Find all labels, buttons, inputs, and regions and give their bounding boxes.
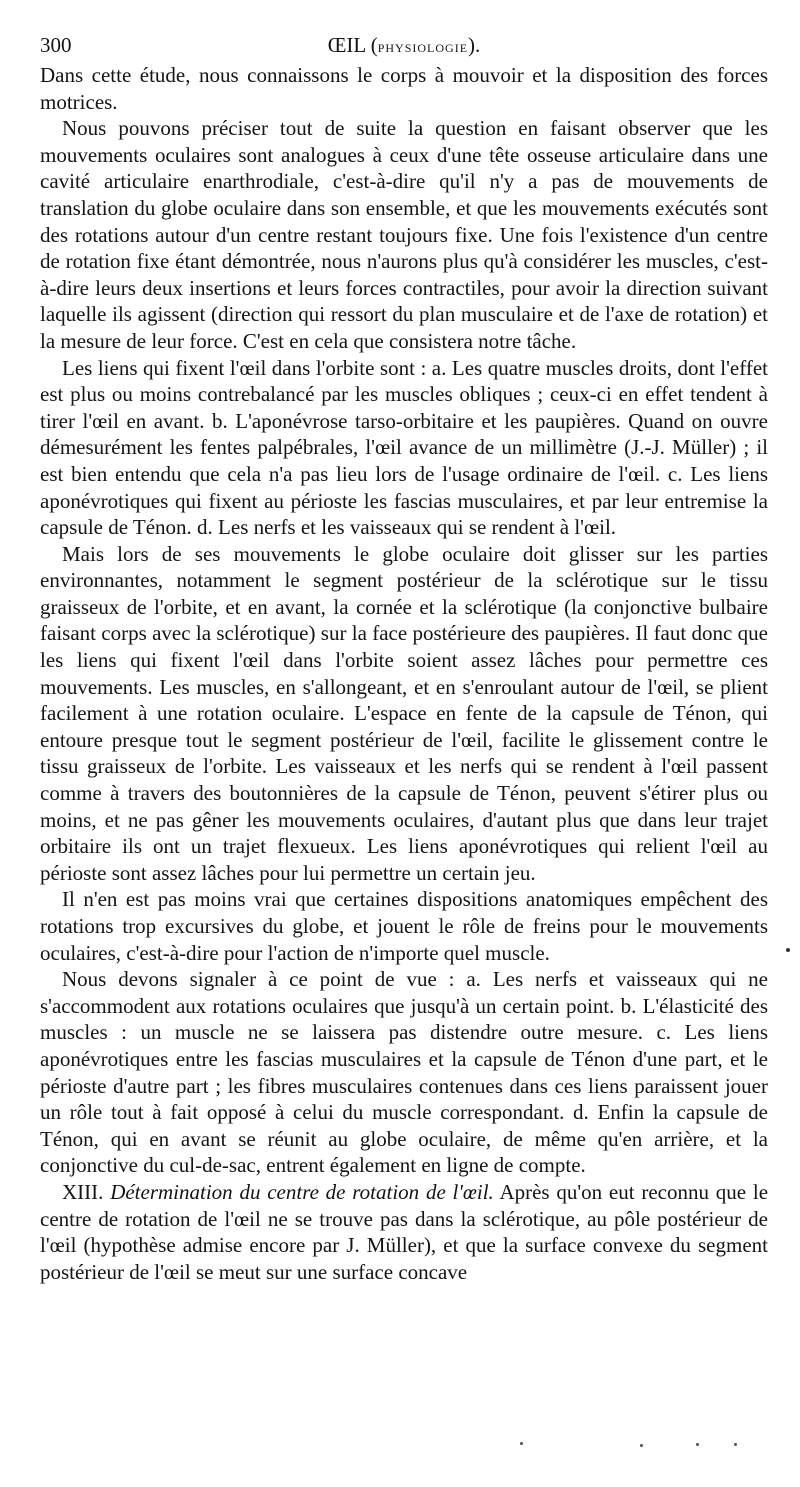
running-title-open: ( [370,33,378,57]
body-text [40,62,768,1285]
paragraph-6: Nous devons signaler à ce point de vue : a. Les nerfs et vaisseaux qui ne s'accommodent aux rotations oculaires que jusqu'à un certain point. b. L'élasticité des muscles : un muscle ne se laissera pas distendre outre mesure. c. Les liens aponévrotiques entre les fascias musculaires et la capsule de Ténon d'une part, et le périoste d'autre part ; les fibres musculaires contenues dans ces liens paraissent jouer un rôle tout à fait opposé à celui du muscle correspondant. d. Enfin la capsule de Ténon, qui en avant se réunit au globe oculaire, de même qu'en arrière, et la conjonctive du cul-de-sac, entrent également en ligne de compte. [40,967,768,1178]
footer-specks [520,1440,760,1450]
paragraph-5: Il n'en est pas moins vrai que certaines dispositions anatomiques empêchent des rotations trop excursives du globe, et jouent le rôle de freins pour le mouvements oculaires, c'est-à-dire pour l'action de n'importe quel muscle. [40,887,768,965]
section-number: XIII. [62,1179,104,1204]
paragraph-4: Mais lors de ses mouvements le globe oculaire doit glisser sur les parties environnantes, notamment le segment postérieur de la sclérotique sur le tissu graisseux de l'orbite, et en avant, la cornée et la sclérotique (la conjonctive bulbaire faisant corps avec la sclérotique) sur la face postérieure des paupières. Il faut donc que les liens qui fixent l'œil dans l'orbite soient assez lâches pour permettre ces mouvements. Les muscles, en s'allongeant, et en s'enroulant autour de l'œil, se plient facilement à une rotation oculaire. L'espace en fente de la capsule de Ténon, qui entoure presque tout le segment postérieur de l'œil, facilite le glissement contre le tissu graisseux de l'orbite. Les vaisseaux et les nerfs qui se rendent à l'œil passent comme à travers des boutonnières de la capsule de Ténon, peuvent s'étirer plus ou moins, et ne pas gêner les mouvements oculaires, d'autant plus que dans leur trajet orbitaire ils ont un trajet flexueux. Les liens aponévrotiques qui relient l'œil au périoste sont assez lâches pour lui permettre un certain jeu. [40,541,768,885]
document-page [40,28,768,1285]
running-title [40,28,768,64]
section-heading: Détermination du centre de rotation de l'œil. [110,1179,494,1204]
running-header [40,28,768,62]
paragraph-7 [40,1179,768,1285]
margin-mark [786,948,790,952]
paragraph-2: Nous pouvons préciser tout de suite la question en faisant observer que les mouvements oculaires sont analogues à ceux d'une tête osseuse articulaire dans une cavité articulaire enarthrodiale, c'est-à-dire qu'il n'y a pas de mouvements de translation du globe oculaire dans son ensemble, et que les mouvements exécutés sont des rotations autour d'un centre restant toujours fixe. Une fois l'existence d'un centre de rotation fixe étant démontrée, nous n'aurons plus qu'à considérer les muscles, c'est-à-dire leurs deux insertions et leurs forces contractiles, pour avoir la direction suivant laquelle ils agissent (direction qui ressort du plan musculaire et de l'axe de rotation) et la mesure de leur force. C'est en cela que consistera notre tâche. [40,116,768,353]
section-text: Après qu'on eut reconnu que le centre de rotation de l'œil ne se trouve pas dans la sclérotique, au pôle postérieur de l'œil (hypothèse admise encore par J. Müller), et que la surface convexe du segment postérieur de l'œil se meut sur une surface concave [40,1179,769,1284]
running-title-close: ). [468,33,481,57]
page-number: 300 [40,33,72,57]
running-title-subject: physiologie [377,37,469,56]
paragraph-3: Les liens qui fixent l'œil dans l'orbite sont : a. Les quatre muscles droits, dont l'effet est plus ou moins contrebalancé par les muscles obliques ; ceux-ci en effet tendent à tirer l'œil en avant. b. L'aponévrose tarso-orbitaire et les paupières. Quand on ouvre démesurément les fentes palpébrales, l'œil avance de un millimètre (J.-J. Müller) ; il est bien entendu que cela n'a pas lieu lors de l'usage ordinaire de l'œil. c. Les liens aponévrotiques qui fixent au périoste les fascias musculaires, et par leur entremise la capsule de Ténon. d. Les nerfs et les vaisseaux qui se rendent à l'œil. [40,355,768,540]
running-title-main: ŒIL [327,33,366,57]
paragraph-1: Dans cette étude, nous connaissons le corps à mouvoir et la disposition des forces motrices. [40,63,768,114]
